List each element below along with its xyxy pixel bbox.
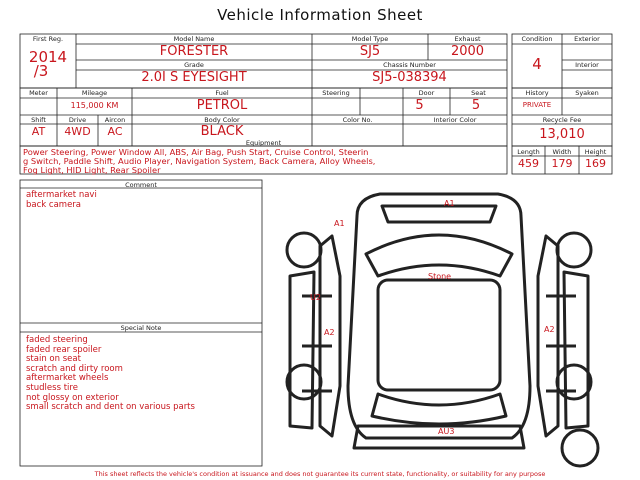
color-no-label: Color No. (342, 116, 373, 124)
exterior-label: Exterior (574, 35, 600, 43)
special-note-label: Special Note (120, 324, 162, 332)
width-label: Width (552, 148, 572, 156)
grade-value: 2.0I S EYESIGHT (141, 70, 247, 85)
width-value: 179 (551, 157, 573, 170)
disclaimer-footer: This sheet reflects the vehicle's condition at issuance and does not guarantee its current state, functionality, or suitability for any purpose (94, 470, 546, 478)
special-note-line: not glossy on exterior (26, 392, 119, 403)
special-note-line: small scratch and dent on various parts (26, 402, 195, 413)
fuel-value: PETROL (196, 98, 248, 113)
mark-right-door: A2 (544, 325, 555, 334)
mark-front: A1 (444, 199, 455, 208)
mark-roof: Stone (428, 272, 452, 281)
meter-label: Meter (29, 89, 48, 97)
equipment-line: g Switch, Paddle Shift, Audio Player, Navigation System, Back Camera, Alloy Wheels, (23, 156, 376, 166)
right-door-line (546, 296, 576, 391)
model-type-value: SJ5 (359, 44, 381, 59)
mark-left-door: A2 (324, 328, 335, 337)
interior-color-label: Interior Color (433, 116, 477, 124)
seat-value: 5 (471, 98, 481, 113)
roof (378, 280, 500, 390)
condition-label: Condition (521, 35, 553, 43)
length-label: Length (517, 148, 540, 156)
equipment-line: Fog Light, HID Light, Rear Spoiler (23, 165, 161, 175)
special-note-line: studless tire (26, 382, 78, 393)
equipment-label: Equipment (245, 139, 282, 147)
first-reg-label: First Reg. (32, 35, 64, 43)
special-note-list (26, 336, 256, 413)
comment-label: Comment (125, 181, 157, 189)
sheet-title: Vehicle Information Sheet (217, 6, 423, 24)
aircon-label: Aircon (104, 116, 126, 124)
left-door-line (302, 296, 332, 391)
windshield (366, 235, 512, 276)
special-note-line: scratch and dirty room (26, 363, 123, 374)
wheel-front-left (287, 233, 321, 267)
comment-line: aftermarket navi (26, 190, 97, 200)
drive-label: Drive (68, 116, 87, 124)
mileage-label: Mileage (81, 89, 108, 97)
chassis-label: Chassis Number (383, 61, 436, 69)
mark-left-side: U2 (310, 293, 321, 302)
wheel-front-right (557, 233, 591, 267)
history-label: History (525, 89, 549, 97)
condition-value: 4 (532, 55, 542, 73)
body-color-value: BLACK (200, 124, 244, 139)
model-name-value: FORESTER (159, 44, 229, 59)
aircon-value: AC (107, 125, 123, 138)
recycle-fee-value: 13,010 (539, 127, 585, 142)
syaken-label: Syaken (575, 89, 599, 97)
body-color-label: Body Color (204, 116, 240, 124)
chassis-value: SJ5-038394 (372, 70, 447, 85)
model-name-label: Model Name (173, 35, 215, 43)
rear-window (372, 394, 506, 424)
front-grille (382, 206, 496, 222)
shift-value: AT (31, 125, 46, 138)
spare-wheel (562, 430, 598, 466)
equipment-line: Power Steering, Power Window All, ABS, Air Bag, Push Start, Cruise Control, Steerin (23, 147, 369, 157)
comment-list (26, 191, 256, 210)
interior-label: Interior (575, 61, 599, 69)
mileage-value: 115,000 KM (70, 101, 119, 110)
wheel-rear-right (557, 365, 591, 399)
mark-rear: AU3 (438, 427, 455, 436)
model-type-label: Model Type (351, 35, 389, 43)
mark-front-left: A1 (334, 219, 345, 228)
grade-label: Grade (184, 61, 204, 69)
equipment-list (23, 148, 507, 175)
comment-line: back camera (26, 199, 81, 210)
first-reg-month: /3 (33, 62, 49, 80)
steering-label: Steering (322, 89, 350, 97)
exhaust-value: 2000 (450, 44, 485, 59)
special-note-line: aftermarket wheels (26, 373, 109, 384)
seat-label: Seat (471, 89, 486, 97)
recycle-fee-label: Recycle Fee (542, 116, 582, 124)
height-value: 169 (585, 157, 606, 170)
door-value: 5 (415, 98, 424, 113)
history-value: PRIVATE (522, 101, 552, 109)
special-note-line: faded steering (26, 335, 88, 345)
special-note-line: stain on seat (26, 354, 81, 365)
door-label: Door (418, 89, 435, 97)
right-side-profile (538, 236, 558, 436)
first-reg-year: 2014 (28, 48, 68, 66)
shift-label: Shift (31, 116, 46, 124)
height-label: Height (584, 148, 607, 156)
wheel-rear-left (287, 365, 321, 399)
drive-value: 4WD (64, 125, 91, 138)
fuel-label: Fuel (215, 89, 229, 97)
length-value: 459 (518, 157, 539, 170)
exhaust-label: Exhaust (454, 35, 481, 43)
special-note-line: faded rear spoiler (26, 344, 102, 355)
car-damage-diagram (262, 176, 616, 470)
